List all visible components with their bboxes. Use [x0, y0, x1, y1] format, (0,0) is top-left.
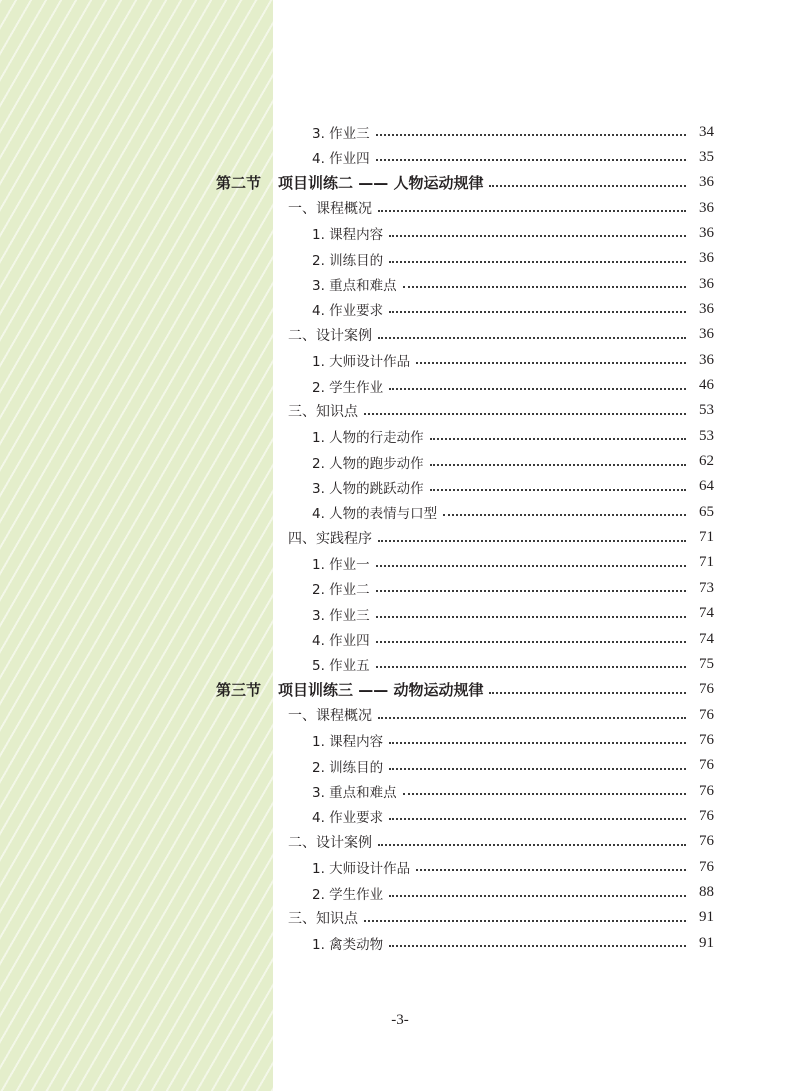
toc-page-number: 76 — [699, 807, 714, 824]
toc-item-entry — [0, 249, 800, 269]
toc-dot-leader — [376, 590, 686, 592]
toc-entry-label: 三、知识点 — [288, 403, 358, 420]
toc-entry-label: 4. 人物的表情与口型 — [312, 506, 438, 523]
toc-page-number: 34 — [699, 123, 714, 140]
toc-section-title: 项目训练三 —— 动物运动规律 — [278, 681, 484, 700]
toc-item-entry — [0, 883, 800, 903]
toc-entry-label: 5. 作业五 — [312, 658, 370, 675]
toc-page-number: 65 — [699, 503, 714, 520]
toc-page-number: 36 — [699, 351, 714, 368]
toc-entry-label: 4. 作业四 — [312, 151, 370, 168]
toc-dot-leader — [389, 742, 686, 744]
toc-entry-label: 2. 训练目的 — [312, 759, 384, 776]
toc-dot-leader — [378, 210, 686, 212]
toc-entry-label: 1. 禽类动物 — [312, 937, 384, 954]
toc-item-entry — [0, 604, 800, 624]
toc-item-entry — [0, 274, 800, 294]
toc-entry-label: 4. 作业要求 — [312, 303, 384, 320]
toc-page-number: 76 — [699, 757, 714, 774]
toc-dot-leader — [416, 869, 686, 871]
toc-chapter-entry — [0, 908, 800, 928]
toc-page-number: 36 — [699, 326, 714, 343]
toc-item-entry — [0, 654, 800, 674]
toc-dot-leader — [489, 692, 686, 694]
toc-item-entry — [0, 147, 800, 167]
toc-page-number: 53 — [699, 427, 714, 444]
toc-item-entry — [0, 781, 800, 801]
toc-page-number: 62 — [699, 453, 714, 470]
toc-page-number: 74 — [699, 630, 714, 647]
toc-dot-leader — [403, 286, 686, 288]
toc-page-number: 88 — [699, 884, 714, 900]
toc-entry-label: 4. 作业四 — [312, 633, 370, 649]
toc-page-number: 36 — [699, 300, 714, 317]
toc-entry-label: 1. 课程内容 — [312, 734, 384, 751]
toc-item-entry — [0, 426, 800, 446]
toc-entry-label: 一、课程概况 — [288, 201, 372, 218]
toc-chapter-entry — [0, 705, 800, 725]
toc-section-number: 第二节 — [216, 174, 262, 193]
toc-page-number: 71 — [699, 529, 714, 546]
toc-item-entry — [0, 223, 800, 243]
toc-entry-label — [216, 679, 483, 700]
toc-chapter-entry — [0, 528, 800, 548]
toc-page-number: 71 — [699, 554, 714, 571]
toc-dot-leader — [376, 616, 686, 618]
toc-section-title: 项目训练二 —— 人物运动规律 — [278, 174, 484, 193]
toc-dot-leader — [378, 540, 686, 542]
toc-entry-label: 二、设计案例 — [288, 327, 372, 344]
toc-page-number: 35 — [699, 148, 714, 165]
toc-entry-label: 一、课程概况 — [288, 708, 372, 725]
toc-section-number: 第三节 — [216, 681, 262, 700]
toc-item-entry — [0, 299, 800, 319]
toc-page-number: 76 — [699, 706, 714, 723]
toc-dot-leader — [376, 565, 686, 567]
toc-item-entry — [0, 452, 800, 472]
toc-entry-label: 1. 课程内容 — [312, 227, 384, 244]
toc-page-number: 36 — [699, 174, 714, 191]
toc-dot-leader — [489, 185, 686, 187]
toc-dot-leader — [403, 793, 686, 795]
toc-entry-label: 二、设计案例 — [288, 834, 372, 851]
toc-chapter-entry — [0, 198, 800, 218]
toc-entry-label: 3. 人物的跳跃动作 — [312, 480, 424, 497]
toc-item-entry — [0, 933, 800, 953]
toc-dot-leader — [378, 337, 686, 339]
toc-page-number: 75 — [699, 655, 714, 672]
toc-entry-label: 3. 作业三 — [312, 126, 370, 142]
toc-page-number: 36 — [699, 250, 714, 267]
toc-page-number: 74 — [699, 605, 714, 622]
toc-dot-leader — [378, 844, 686, 846]
toc-page-number: 46 — [699, 377, 714, 393]
toc-entry-label: 4. 作业要求 — [312, 810, 384, 827]
toc-page-number: 76 — [699, 782, 714, 799]
toc-dot-leader — [430, 438, 686, 440]
toc-entry-label: 2. 学生作业 — [312, 379, 384, 396]
toc-entry-label: 2. 训练目的 — [312, 252, 384, 269]
page-number: -3- — [391, 1012, 409, 1028]
toc-entry-label: 2. 作业二 — [312, 582, 370, 599]
toc-item-entry — [0, 502, 800, 522]
toc-item-entry — [0, 553, 800, 573]
toc-dot-leader — [364, 413, 686, 415]
toc-item-entry — [0, 122, 800, 142]
toc-page-number: 91 — [699, 909, 714, 926]
toc-item-entry — [0, 578, 800, 598]
toc-dot-leader — [389, 235, 686, 237]
toc-dot-leader — [443, 514, 686, 516]
toc-dot-leader — [389, 895, 686, 897]
toc-dot-leader — [389, 311, 686, 313]
toc-entry-label: 3. 作业三 — [312, 607, 370, 624]
toc-entry-label: 1. 大师设计作品 — [312, 354, 411, 371]
toc-page-number: 36 — [699, 224, 714, 241]
toc-dot-leader — [378, 717, 686, 719]
toc-dot-leader — [416, 362, 686, 364]
toc-dot-leader — [389, 261, 686, 263]
toc-section-entry — [0, 173, 800, 193]
toc-section-entry — [0, 680, 800, 700]
toc-entry-label: 1. 人物的行走动作 — [312, 430, 424, 447]
toc-entry-label: 三、知识点 — [288, 910, 358, 927]
toc-entry-label: 3. 重点和难点 — [312, 278, 397, 295]
toc-item-entry — [0, 350, 800, 370]
toc-page-number: 76 — [699, 833, 714, 850]
toc-page-number: 64 — [699, 478, 714, 495]
toc-entry-label: 1. 大师设计作品 — [312, 861, 411, 878]
toc-dot-leader — [430, 464, 686, 466]
toc-item-entry — [0, 477, 800, 497]
toc-page-number: 76 — [699, 731, 714, 748]
toc-chapter-entry — [0, 401, 800, 421]
toc-dot-leader — [376, 641, 686, 643]
toc-entry-label: 1. 作业一 — [312, 556, 370, 573]
toc-dot-leader — [376, 666, 686, 668]
toc-dot-leader — [389, 818, 686, 820]
toc-entry-label: 四、实践程序 — [288, 530, 372, 547]
toc-dot-leader — [376, 134, 686, 136]
toc-page-number: 36 — [699, 275, 714, 292]
toc-item-entry — [0, 857, 800, 877]
toc-page-number: 73 — [699, 579, 714, 596]
toc-item-entry — [0, 376, 800, 396]
toc-entry-label: 2. 人物的跑步动作 — [312, 455, 424, 472]
toc-entry-label: 3. 重点和难点 — [312, 785, 397, 802]
toc-dot-leader — [364, 920, 686, 922]
toc-item-entry — [0, 806, 800, 826]
toc-dot-leader — [389, 945, 686, 947]
toc-entry-label — [216, 172, 483, 193]
toc-page-number: 76 — [699, 681, 714, 698]
toc-dot-leader — [376, 159, 686, 161]
toc-chapter-entry — [0, 832, 800, 852]
toc-page-number: 53 — [699, 402, 714, 419]
toc-page-number: 91 — [699, 934, 714, 951]
toc-item-entry — [0, 730, 800, 750]
toc-item-entry — [0, 629, 800, 649]
toc-item-entry — [0, 756, 800, 776]
toc-chapter-entry — [0, 325, 800, 345]
toc-dot-leader — [430, 489, 686, 491]
toc-page-number: 36 — [699, 199, 714, 216]
toc-dot-leader — [389, 388, 686, 390]
toc-dot-leader — [389, 768, 686, 770]
toc-entry-label: 2. 学生作业 — [312, 886, 384, 903]
toc-page-number: 76 — [699, 858, 714, 875]
